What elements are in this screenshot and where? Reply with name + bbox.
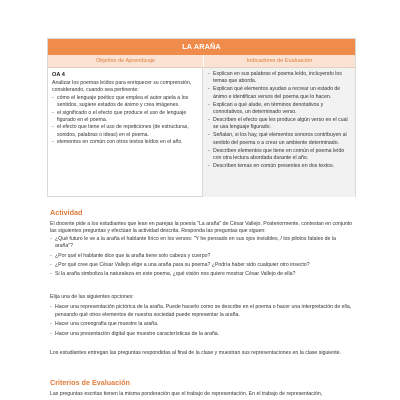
- options-intro: Elija una de las siguientes opciones:: [50, 294, 134, 300]
- indicator-item: - Describen elementos que tiene en común el poema leído con otra lectura abordada durante el año.: [208, 148, 351, 163]
- indicators-list: [208, 71, 351, 170]
- question-item: - ¿Por qué cree que César Vallejo elige a una araña para su poema? ¿Podría haber sido cualquier otro insecto?: [50, 262, 355, 269]
- oa-item: - cómo el lenguaje poético que emplea el autor apela a los sentidos, sugiere estados de ánimo y crea imágenes.: [52, 95, 198, 110]
- table-body-row: [48, 68, 355, 197]
- oa-code: OA 4: [52, 72, 65, 78]
- table-title: LA ARAÑA: [48, 39, 355, 55]
- question-item: - ¿Qué futuro le ve a la araña el hablante lírico en los versos: "Y he pensado en sus ojos invisibles, / los pilotos fatales de la araña"?: [50, 236, 355, 251]
- actividad-heading: Actividad: [50, 208, 83, 217]
- criterios-heading: Criterios de Evaluación: [50, 378, 130, 387]
- criterios-block: [50, 391, 355, 398]
- indicator-item: - Señalan, si los hay, qué elementos sonoros contribuyen al sentido del poema o a crear un ambiente determinado.: [208, 132, 351, 147]
- oa-item: - el significado o el efecto que produce el uso de lenguaje figurado en el poema.: [52, 110, 198, 125]
- evaluation-table: [47, 38, 356, 197]
- oa-list: [52, 95, 198, 147]
- objective-column-header: Objetivo de Aprendizaje: [48, 55, 204, 67]
- option-item: - Hacer una coreografía que muestre la araña.: [50, 321, 355, 328]
- indicator-item: - Explican a qué alude, en términos denotativos y connotativos, un determinado verso.: [208, 102, 351, 117]
- actividad-intro: El docente pide a los estudiantes que lean en parejas la poesía "La araña" de César Vallejo. Posteriormente, contestan en conjunto las siguientes preguntas y efectúan la actividad descrita. Responda las preguntas que siguen:: [50, 221, 353, 235]
- option-item: - Hacer una presentación digital que muestre características de la araña.: [50, 331, 355, 338]
- closing-block: [50, 350, 355, 357]
- criterios-text: Las preguntas escritas tienen la misma ponderación que el trabajo de representación. En el trabajo de representación,: [50, 391, 323, 397]
- option-item: - Hacer una representación pictórica de la araña. Puede hacerlo como se describe en el poema o hacer una interpretación de ella, pensando qué otros elementos de nuestra sociedad puede representar la araña.: [50, 304, 355, 319]
- indicator-item: - Describen temas en común presentes en dos textos.: [208, 163, 351, 170]
- indicator-item: - Explican qué elementos ayudan a recrear un estado de ánimo e identifican versos del poema que lo hacen.: [208, 86, 351, 101]
- options-list: [50, 304, 355, 338]
- table-header-row: [48, 55, 355, 68]
- oa-item: - el efecto que tiene el uso de repeticiones (de estructuras, sonidos, palabras o ideas) en el poema.: [52, 124, 198, 139]
- indicator-item: - Describen el efecto que les produce algún verso en el cual se usa lenguaje figurado.: [208, 117, 351, 132]
- options-block: [50, 294, 355, 338]
- question-item: - Si la araña simboliza la naturaleza en este poema, ¿qué visión nos quiere mostrar César Vallejo de ella?: [50, 271, 355, 278]
- actividad-intro-block: [50, 221, 355, 279]
- objective-cell: [48, 68, 203, 197]
- indicator-item: - Explican en sus palabras el poema leído, incluyendo los temas que aborda.: [208, 71, 351, 86]
- questions-list: [50, 236, 355, 279]
- indicators-column-header: Indicadores de Evaluación: [246, 58, 313, 64]
- oa-text: Analizar los poemas leídos para enriquecer su comprensión, considerando, cuando sea pertinente:: [52, 80, 192, 94]
- indicators-cell: [203, 68, 355, 197]
- oa-item: - elementos en común con otros textos leídos en el año.: [52, 139, 198, 146]
- actividad-closing: Los estudiantes entregan las preguntas respondidas al final de la clase y muestran sus representaciones en la clase siguiente.: [50, 350, 341, 356]
- question-item: - ¿Por qué el hablante dice que la araña tiene solo cabeza y cuerpo?: [50, 253, 355, 260]
